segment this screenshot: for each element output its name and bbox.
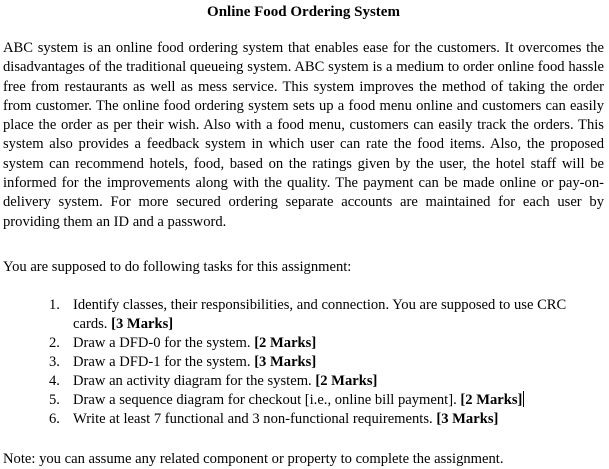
task-number: 1. [49,297,60,313]
task-marks: [2 Marks] [460,392,523,408]
task-text: Draw a DFD-0 for the system. [73,335,251,351]
task-number: 4. [49,373,60,389]
task-item-4 [3,372,604,391]
task-text: Identify classes, their responsibilities, and connection. You are supposed to use CRC cards. [73,297,567,332]
assignment-note: Note: you can assume any related component or property to complete the assignment. [3,451,504,467]
task-marks: [3 Marks] [111,316,174,332]
task-marks: [3 Marks] [254,354,317,370]
task-item-1 [3,296,604,334]
task-marks: [2 Marks] [254,335,317,351]
description-paragraph: ABC system is an online food ordering system that enables ease for the customers. It overcomes the disadvantages of the traditional queueing system. ABC system is a medium to order online food hassle free from restaurants as well as mess service. This system improves the method of taking the order from customer. The online food ordering system sets up a food menu online and customers can easily place the order as per their wish. Also with a food menu, customers can easily track the orders. This system also provides a feedback system in which user can rate the food items. Also, the proposed system can recommend hotels, food, based on the ratings given by the user, the hotel staff will be informed for the improvements along with the quality. The payment can be made online or pay-on-delivery system. For more secured ordering separate accounts are maintained for each user by providing them an ID and a password. [3,40,604,230]
text-cursor [523,391,524,407]
task-text: Write at least 7 functional and 3 non-functional requirements. [73,411,433,427]
task-item-3 [3,353,604,372]
task-number: 5. [49,392,60,408]
document-title: Online Food Ordering System [207,4,400,20]
task-text: Draw a DFD-1 for the system. [73,354,251,370]
task-number: 3. [49,354,60,370]
task-item-5 [3,391,604,410]
task-marks: [2 Marks] [315,373,378,389]
task-number: 2. [49,335,60,351]
task-item-6 [3,410,604,429]
task-item-2 [3,334,604,353]
tasks-intro: You are supposed to do following tasks for this assignment: [3,259,352,275]
task-number: 6. [49,411,60,427]
document-page [3,2,604,469]
task-marks: [3 Marks] [436,411,499,427]
task-text: Draw an activity diagram for the system. [73,373,312,389]
task-list [3,296,604,429]
task-text: Draw a sequence diagram for checkout [i.e., online bill payment]. [73,392,457,408]
